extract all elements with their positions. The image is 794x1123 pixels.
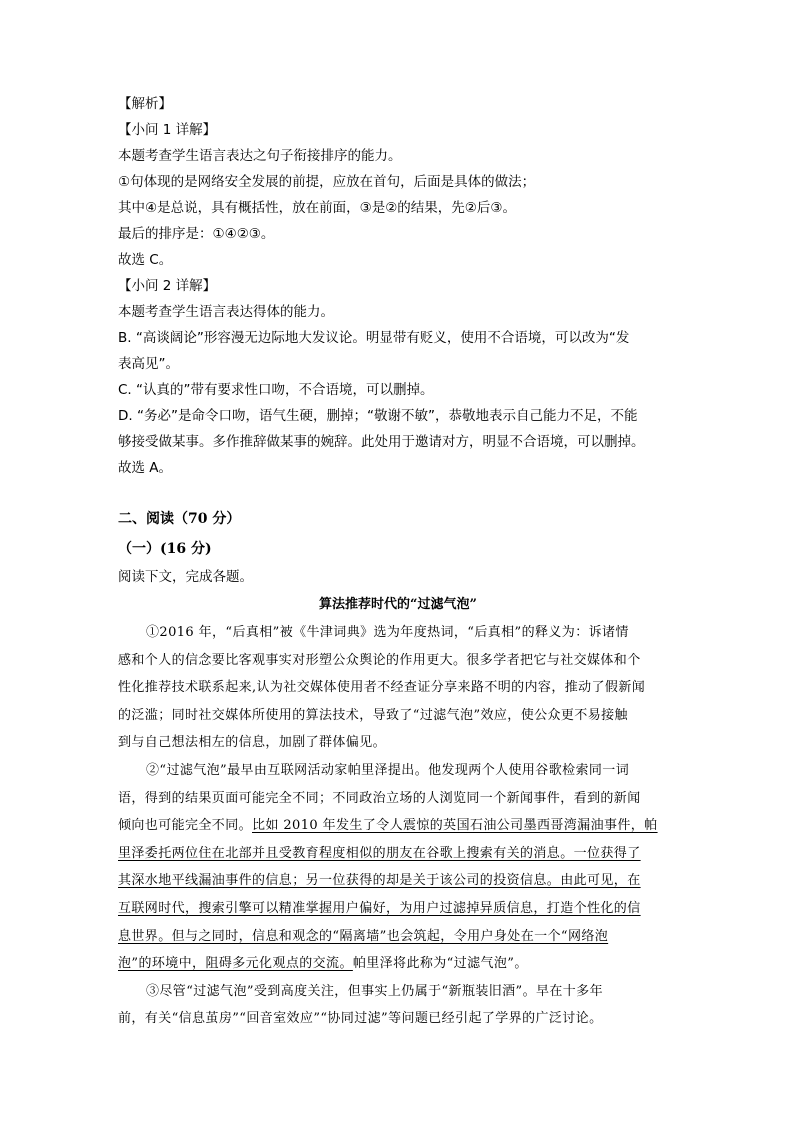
underlined-line: 其深水地平线漏油事件的信息；另一位获得的却是关于该公司的投资信息。由此可见，在 [118,873,641,889]
q1-line: 故选 C。 [118,252,173,268]
q2-line: B. “高谈阔论”形容漫无边际地大发议论。明显带有贬义，使用不合语境，可以改为“发 [118,330,630,346]
reading-section [118,504,678,590]
section-instruction: 阅读下文，完成各题。 [118,569,253,585]
underlined-line: 里泽委托两位住在北部并且受教育程度相似的朋友在谷歌上搜索有关的消息。一位获得了 [118,845,641,861]
article-line: ①2016 年，“后真相”被《牛津词典》选为年度热词，“后真相”的释义为：诉诸情 [146,625,629,640]
q1-header: 【小问 1 详解】 [118,122,217,138]
q1-line: ①句体现的是网络安全发展的前提，应放在首句，后面是具体的做法； [118,174,536,190]
q2-line: 故选 A。 [118,460,173,476]
q1-line: 最后的排序是：①④②③。 [118,226,275,242]
q2-line: 本题考查学生语言表达得体的能力。 [118,304,334,320]
article-line: 的泛滥；同时社交媒体所使用的算法技术，导致了“过滤气泡”效应，使公众更不易接触 [118,707,628,723]
article-title: 算法推荐时代的“过滤气泡” [319,597,477,612]
section-subtitle: （一）(16 分) [118,541,212,557]
article-line [118,812,678,840]
q1-line: 本题考查学生语言表达之句子衔接排序的能力。 [118,148,402,164]
section-title: 二、阅读（70 分） [118,511,241,527]
article-line: 性化推荐技术联系起来,认为社交媒体使用者不经查证分享来路不明的内容，推动了假新闻 [118,680,646,696]
analysis-section [118,91,678,481]
underlined-text: 比如 2010 年发生了令人震惊的英国石油公司墨西哥湾漏油事件，帕 [252,818,658,834]
q2-line: 够接受做某事。多作推辞做某事的婉辞。此处用于邀请对方，明显不合语境，可以删掉。 [118,434,645,450]
plain-text: 帕里泽将此称为“过滤气泡”。 [352,956,528,972]
underlined-line: 息世界。但与之同时，信息和观念的“隔离墙”也会筑起，令用户身处在一个“网络泡 [118,928,609,944]
article-line: ②“过滤气泡”最早由互联网活动家帕里泽提出。他发现两个人使用谷歌检索同一词 [146,762,630,778]
article-line: 感和个人的信念要比客观事实对形塑公众舆论的作用更大。很多学者把它与社交媒体和个 [118,652,641,668]
underlined-text: 泡”的环境中，阻碍多元化观点的交流。 [118,956,353,972]
article-line [118,950,678,978]
article-line: 前，有关“信息茧房”“回音室效应”“协同过滤”等问题已经引起了学界的广泛讨论。 [118,1011,603,1027]
plain-text: 倾向也可能完全不同。 [118,818,253,834]
q2-line: D. “务必”是命令口吻，语气生硬，删掉；“敬谢不敏”，恭敬地表示自己能力不足，不能 [118,408,638,424]
q2-line: C. “认真的”带有要求性口吻，不合语境，可以删掉。 [118,382,434,398]
article-line: 语，得到的结果页面可能完全不同；不同政治立场的人浏览同一个新闻事件，看到的新闻 [118,790,641,806]
q1-line: 其中④是总说，具有概括性，放在前面，③是②的结果，先②后③。 [118,200,517,216]
article-line: 到与自己想法相左的信息，加剧了群体偏见。 [118,735,387,751]
q2-header: 【小问 2 详解】 [118,278,217,294]
underlined-line: 互联网时代，搜索引擎可以精准掌握用户偏好，为用户过滤掉异质信息，打造个性化的信 [118,900,641,916]
article-line: ③尽管“过滤气泡”受到高度关注，但事实上仍属于“新瓶装旧酒”。早在十多年 [146,983,603,999]
article [118,591,678,1033]
analysis-header: 【解析】 [118,96,172,112]
q2-line: 表高见”。 [118,356,179,372]
